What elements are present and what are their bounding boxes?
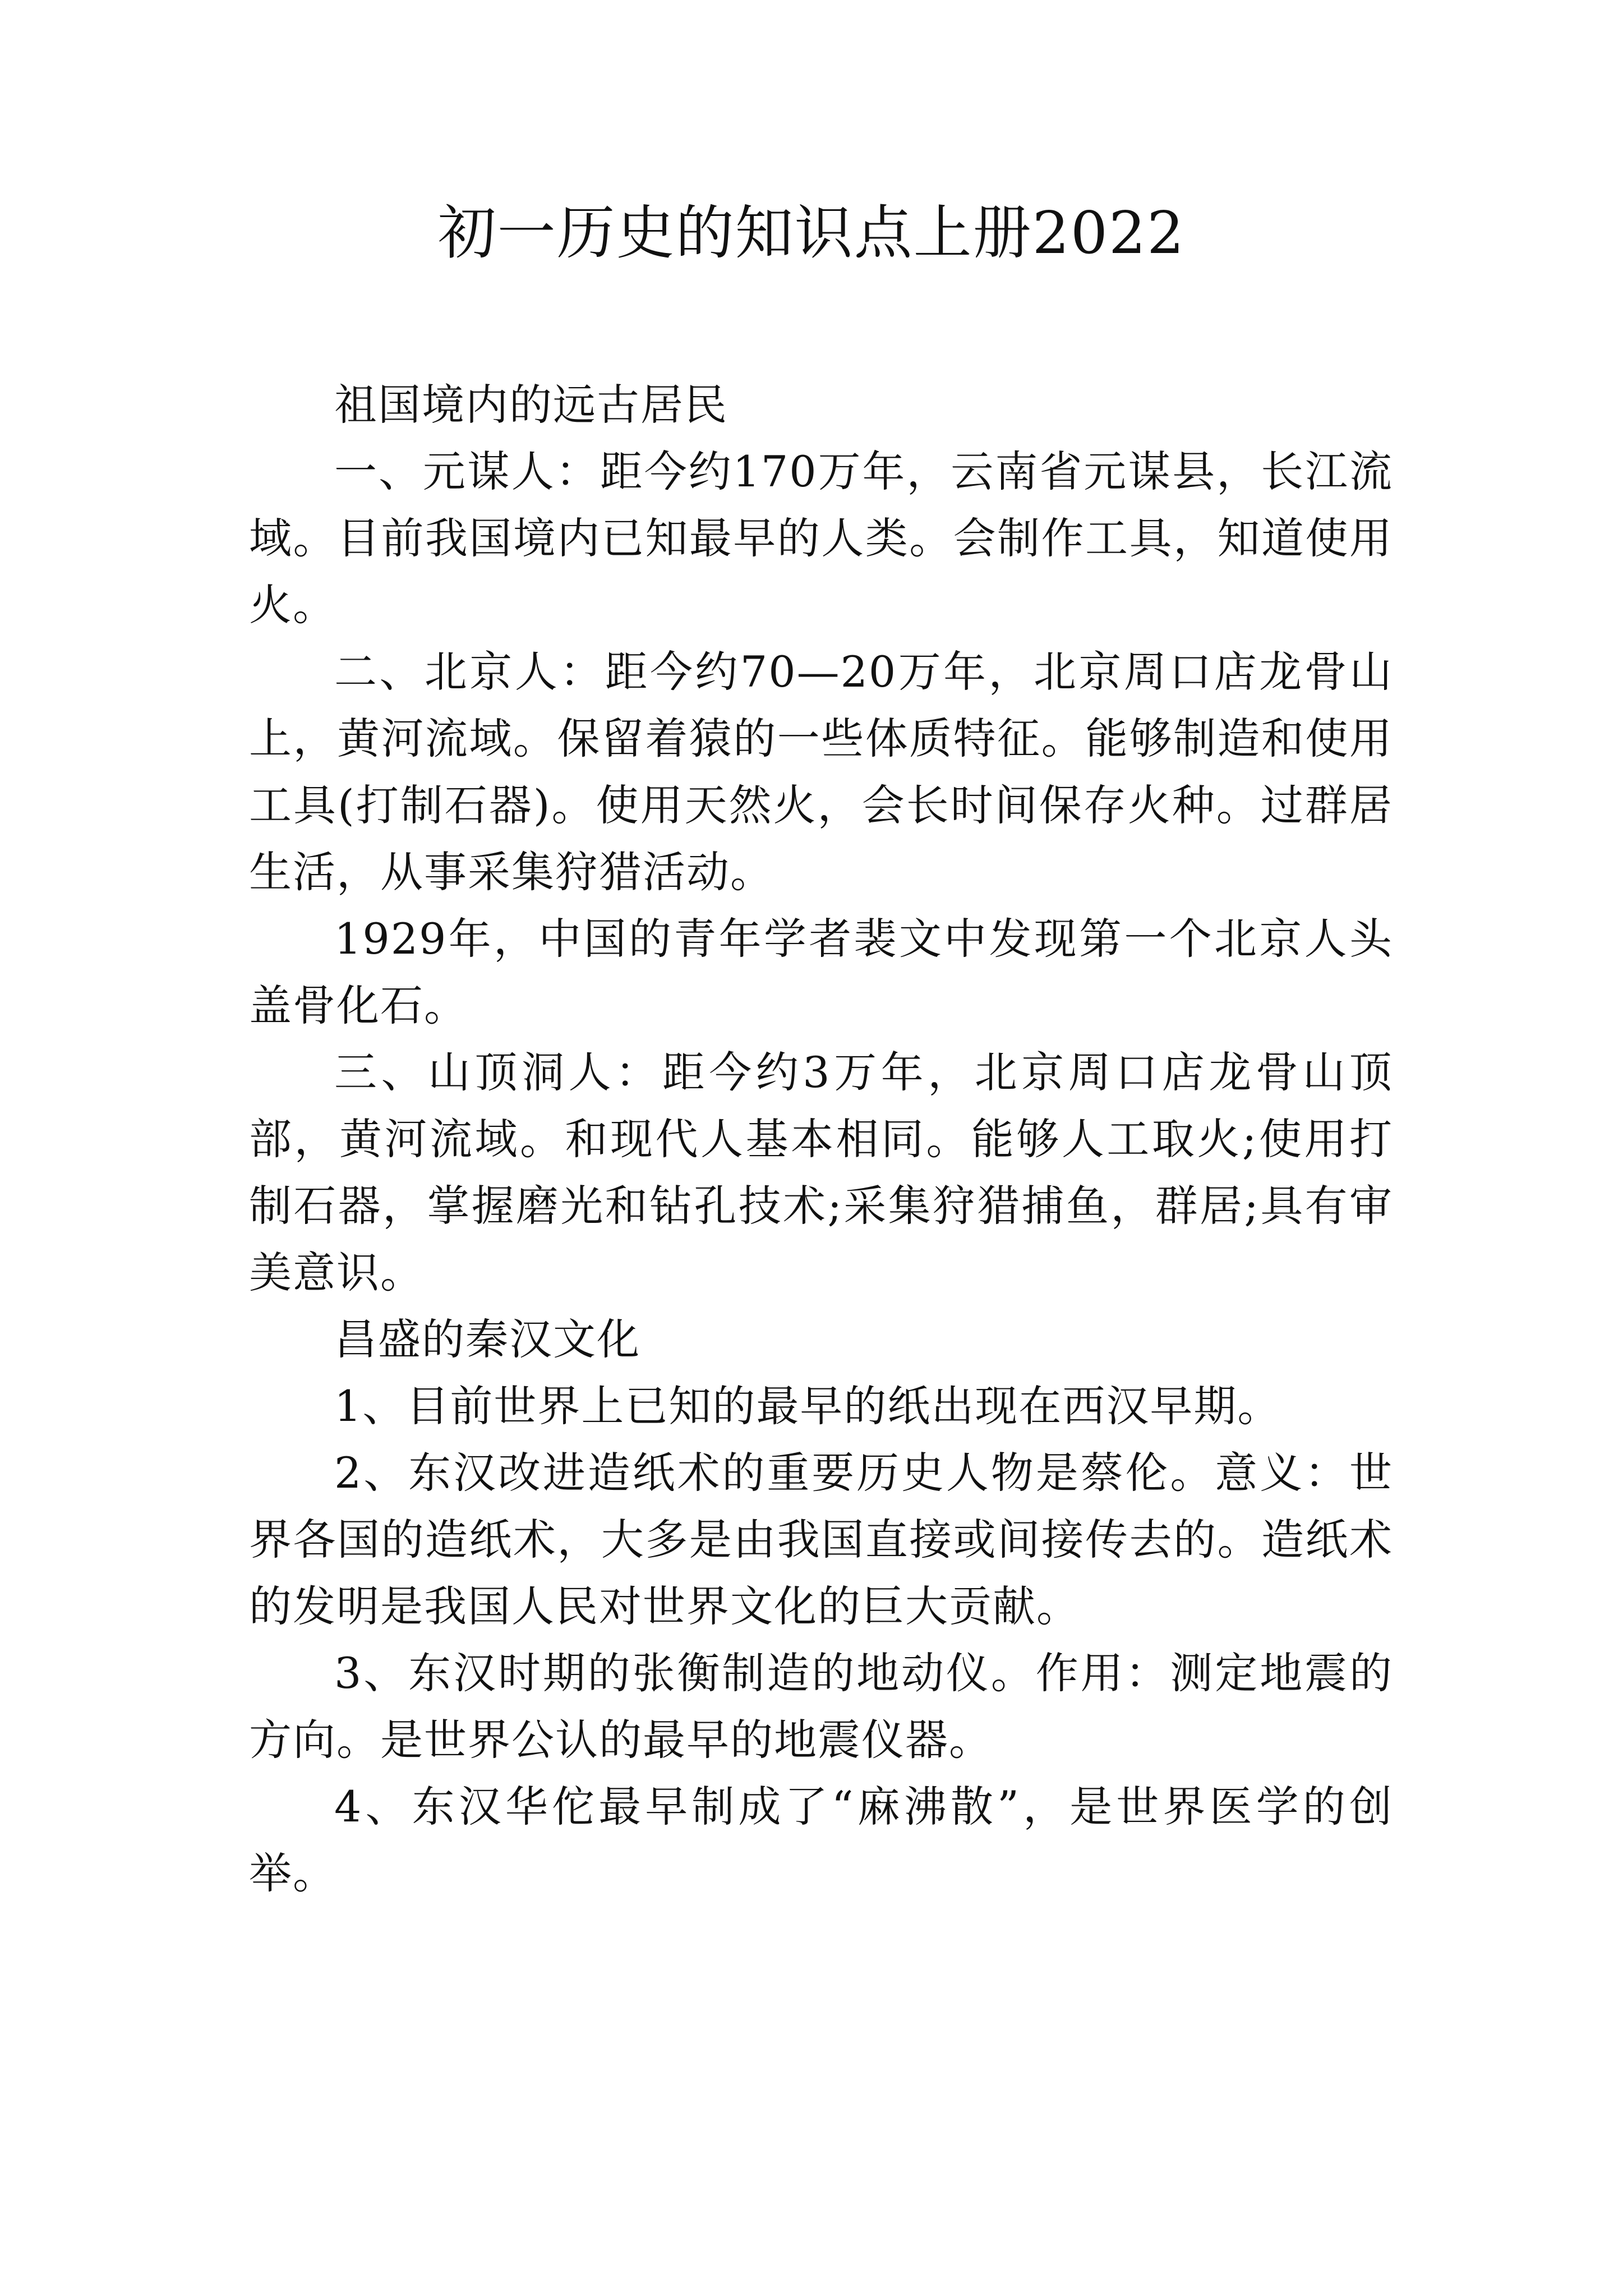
paragraph-hua-tuo: 4、东汉华佗最早制成了“麻沸散”，是世界医学的创举。 <box>249 1782 1393 1898</box>
section-heading-qin-han-culture: 昌盛的秦汉文化 <box>334 1314 640 1364</box>
paragraph-cai-lun: 2、东汉改进造纸术的重要历史人物是蔡伦。意义：世界各国的造纸术，大多是由我国直接或间接传去的。造纸术的发明是我国人民对世界文化的巨大贡献。 <box>249 1448 1393 1631</box>
document-body <box>249 371 1393 1907</box>
section-heading-ancient-residents: 祖国境内的远古居民 <box>334 380 728 430</box>
document-title: 初一历史的知识点上册2022 <box>437 199 1186 267</box>
paragraph-earliest-paper: 1、目前世界上已知的最早的纸出现在西汉早期。 <box>334 1381 1281 1431</box>
paragraph-yuanmou-man: 一、元谋人：距今约170万年，云南省元谋县，长江流域。目前我国境内已知最早的人类。会制作工具，知道使用火。 <box>249 447 1393 630</box>
paragraph-zhang-heng: 3、东汉时期的张衡制造的地动仪。作用：测定地震的方向。是世界公认的最早的地震仪器。 <box>249 1648 1393 1765</box>
paragraph-upper-cave-man: 三、山顶洞人：距今约3万年，北京周口店龙骨山顶部，黄河流域。和现代人基本相同。能够人工取火;使用打制石器，掌握磨光和钻孔技术;采集狩猎捕鱼，群居;具有审美意识。 <box>249 1047 1393 1297</box>
paragraph-peking-man: 二、北京人：距今约70—20万年，北京周口店龙骨山上，黄河流域。保留着猿的一些体质特征。能够制造和使用工具(打制石器)。使用天然火，会长时间保存火种。过群居生活，从事采集狩猎活动。 <box>249 647 1393 897</box>
paragraph-pei-wenzhong-1929: 1929年，中国的青年学者裴文中发现第一个北京人头盖骨化石。 <box>249 914 1393 1030</box>
